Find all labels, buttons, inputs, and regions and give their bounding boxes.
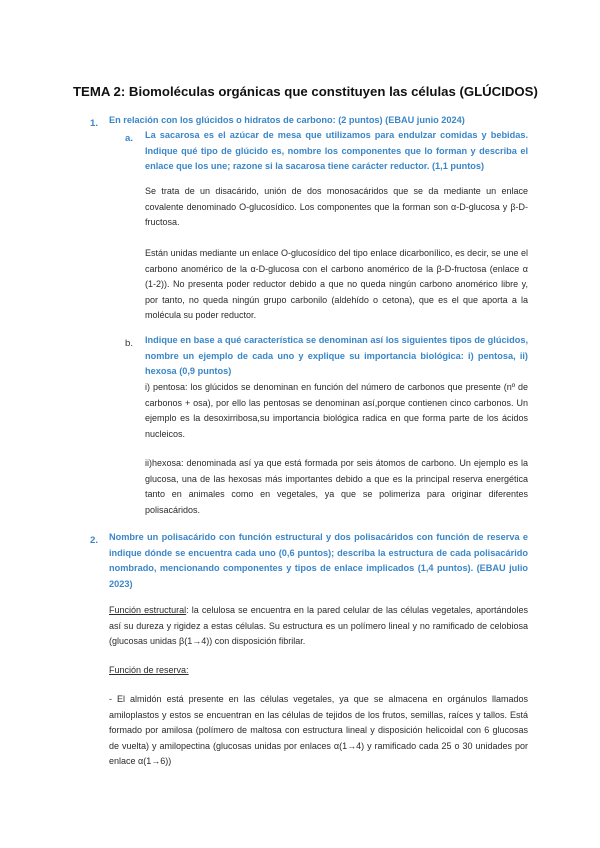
question-1a-answer-2: Están unidas mediante un enlace O-glucosídico del tipo enlace dicarbonílico, es decir, se une el carbono anomérico de la α-D-glucosa con el carbono anomérico de la β-D-fructosa (enlace α (1-2)). No presenta poder reductor debido a que no queda ningún carbono anomérico libre y, por tanto, no queda ningún grupo carbonilo (aldehído o cetona), que es el que aporta a la molécula su poder reductor. xyxy=(145,248,528,321)
page-title: TEMA 2: Biomoléculas orgánicas que constituyen las células (GLÚCIDOS) xyxy=(73,84,538,99)
question-1b-label: b. xyxy=(125,338,134,349)
question-1a-label: a. xyxy=(125,133,134,144)
question-2-number: 2. xyxy=(90,535,99,546)
structural-function-paragraph xyxy=(109,603,528,650)
question-1b-answer-1: i) pentosa: los glúcidos se denominan en función del número de carbonos que presente (nº de carbonos + osa), por ello las pentosas se denominan así,porque contienen cinco carbonos. Un ejemplo es la desoxirribosa,su importancia biológica radica en que forma parte de los ácidos nucleicos. xyxy=(145,382,528,439)
reserve-function-text: - El almidón está presente en las células vegetales, ya que se almacena en orgánulos llamados amiloplastos y estos se encuentran en las células de tejidos de los frutos, semillas, raíces y tallos. Está formado por amilosa (polímero de maltosa con estructura lineal y disposición helicoidal con 6 glucosas de vuelta) y amilopectina (glucosas unidas por enlaces α(1→4) y ramificado cada 25 o 30 unidades por enlace α(1→6)) xyxy=(109,694,528,767)
question-1b-text: Indique en base a qué característica se denominan así los siguientes tipos de glúcidos, nombre un ejemplo de cada uno y explique su importancia biológica: i) pentosa, ii) hexosa (0,9 puntos) xyxy=(145,335,528,377)
structural-function-text: : la celulosa se encuentra en la pared celular de las células vegetales, aportándoles así su dureza y rigidez a estas células. Su estructura es un polímero lineal y no ramificado de celobiosa (glucosas unidas β(1→4)) con disposición fibrilar. xyxy=(109,605,528,647)
question-1a-text: La sacarosa es el azúcar de mesa que utilizamos para endulzar comidas y bebidas. Indique qué tipo de glúcido es, nombre los componentes que lo forman y describa el enlace que los une; razone si la sacarosa tiene carácter reductor. (1,1 puntos) xyxy=(145,130,528,172)
question-1-text: En relación con los glúcidos o hidratos de carbono: (2 puntos) (EBAU junio 2024) xyxy=(109,115,465,125)
question-2-text: Nombre un polisacárido con función estructural y dos polisacáridos con función de reserva e indique dónde se encuentra cada uno (0,6 puntos); describa la estructura de cada polisacárido nombrado, mencionando componentes y tipos de enlace implicados (1,4 puntos). (EBAU julio 2023) xyxy=(109,532,528,589)
question-1-number: 1. xyxy=(90,118,99,129)
question-1a-answer-1: Se trata de un disacárido, unión de dos monosacáridos que se da mediante un enlace covalente denominado O-glucosídico. Los componentes que la forman son α-D-glucosa y β-D-fructosa. xyxy=(145,186,528,228)
structural-function-heading: Función estructural xyxy=(109,605,187,615)
reserve-function-heading: Función de reserva: xyxy=(109,665,189,675)
question-1b-answer-2: ii)hexosa: denominada así ya que está formada por seis átomos de carbono. Un ejemplo es la glucosa, una de las hexosas más importantes debido a que es la principal reserva energética tanto en animales como en vegetales, ya que se polimeriza para originar diferentes polisacáridos. xyxy=(145,458,528,515)
